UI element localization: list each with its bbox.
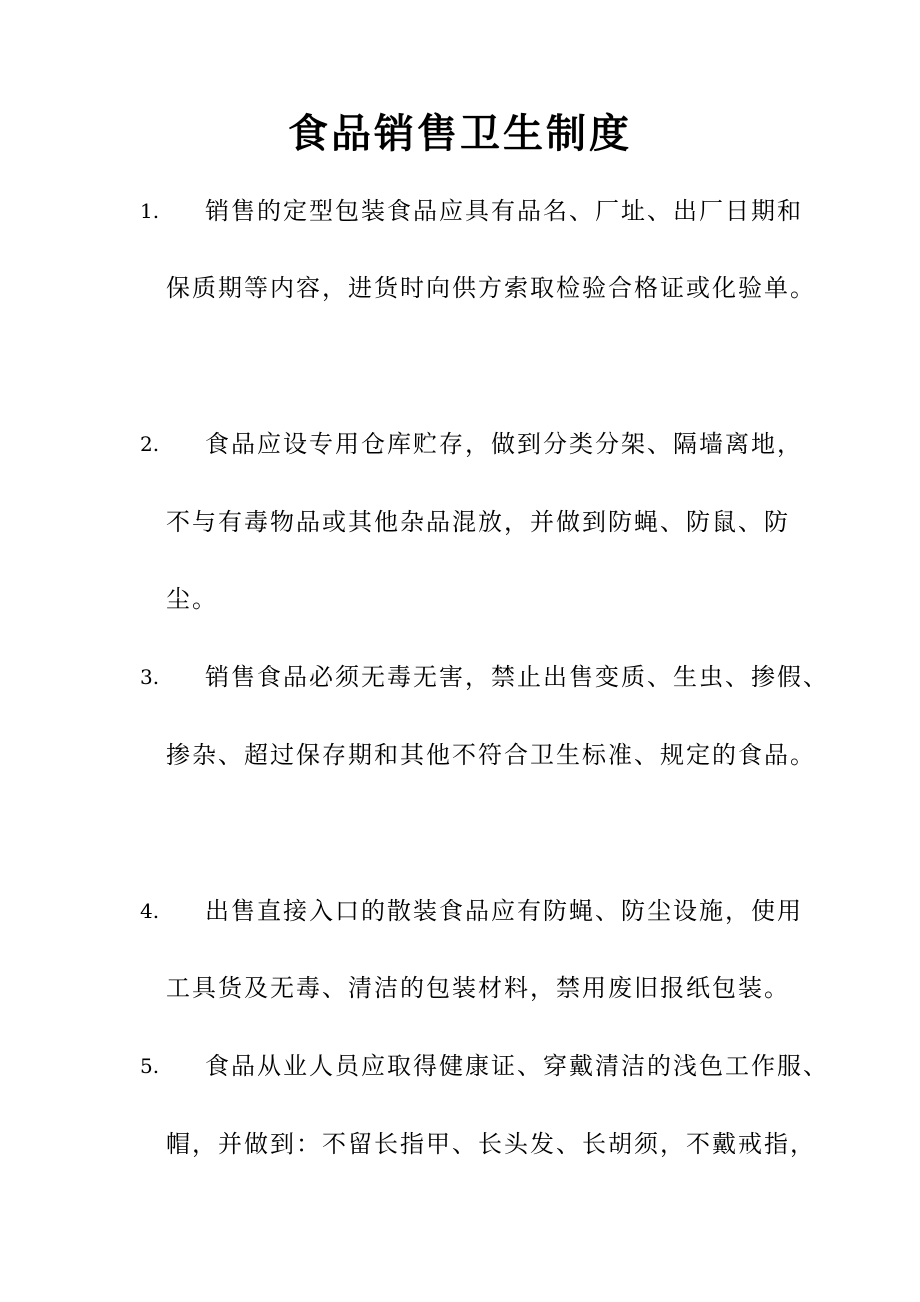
item-5-line-1: 食品从业人员应取得健康证、穿戴清洁的浅色工作服、 (205, 1052, 829, 1080)
item-4-line-1: 出售直接入口的散装食品应有防蝇、防尘设施，使用 (205, 897, 803, 925)
item-5-number: 5. (140, 1054, 160, 1078)
item-1-line-1: 销售的定型包装食品应具有品名、厂址、出厂日期和 (205, 197, 803, 225)
document-title: 食品销售卫生制度 (288, 111, 632, 157)
item-1-number: 1. (140, 199, 160, 223)
item-3-number: 3. (140, 665, 160, 689)
item-2-line-1: 食品应设专用仓库贮存，做到分类分架、隔墙离地， (205, 430, 803, 458)
item-4-number: 4. (140, 899, 160, 923)
item-3-line-1: 销售食品必须无毒无害，禁止出售变质、生虫、掺假、 (205, 663, 829, 691)
item-1-line-2: 保质期等内容，进货时向供方索取检验合格证或化验单。 (166, 274, 816, 302)
item-4-line-2: 工具货及无毒、清洁的包装材料，禁用废旧报纸包装。 (166, 974, 790, 1002)
item-2-number: 2. (140, 432, 160, 456)
item-2-line-2: 不与有毒物品或其他杂品混放，并做到防蝇、防鼠、防 (166, 508, 790, 536)
item-5-line-2: 帽，并做到：不留长指甲、长头发、长胡须，不戴戒指， (166, 1130, 816, 1158)
item-3-line-2: 掺杂、超过保存期和其他不符合卫生标准、规定的食品。 (166, 741, 816, 769)
item-2-line-3: 尘。 (166, 585, 218, 613)
